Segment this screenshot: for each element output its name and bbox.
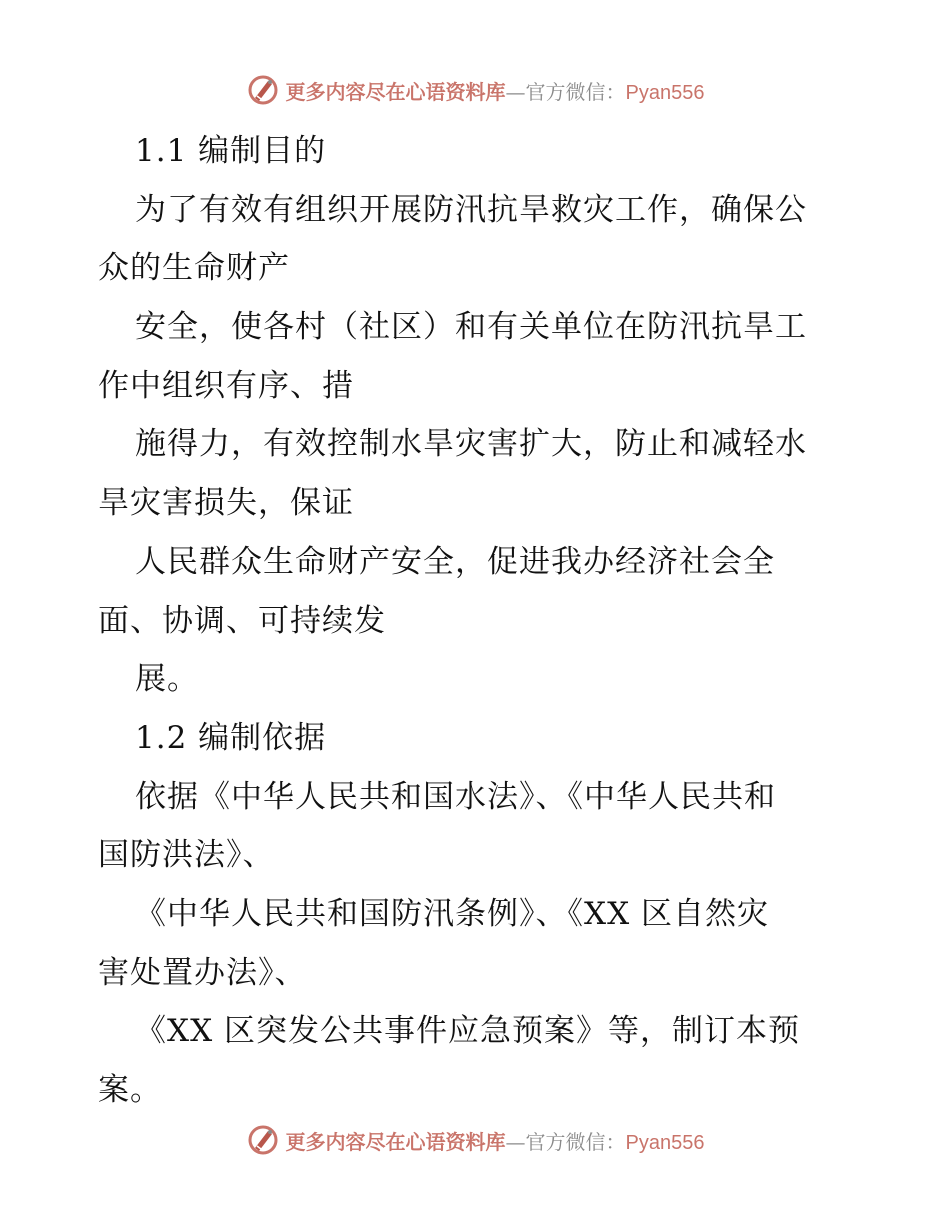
- header-watermark: [0, 70, 950, 110]
- watermark-label: 官方微信：: [525, 79, 626, 104]
- watermark-text: [286, 1126, 705, 1155]
- watermark-prefix: 更多内容尽在心语资料库: [285, 1129, 506, 1154]
- paragraph-line: 旱灾害损失，保证: [98, 485, 354, 522]
- paragraph-line: 案。: [98, 1072, 162, 1108]
- paragraph-line: 施得力，有效控制水旱灾害扩大，防止和减轻水: [135, 426, 807, 463]
- paragraph-line: 依据《中华人民共和国水法》、《中华人民共和: [135, 778, 776, 815]
- watermark-dash: —: [505, 1129, 526, 1154]
- paragraph-line: 害处置办法》、: [98, 954, 307, 991]
- paragraph-line: 安全，使各村（社区）和有关单位在防汛抗旱工: [135, 309, 807, 346]
- watermark-prefix: 更多内容尽在心语资料库: [285, 79, 506, 104]
- paragraph-line: 展。: [135, 661, 199, 698]
- watermark-id: Pyan556: [625, 1131, 705, 1154]
- paragraph-line: 众的生命财产: [98, 250, 290, 287]
- watermark-id: Pyan556: [625, 81, 705, 104]
- pen-nib-circle-icon: [246, 1123, 280, 1157]
- pen-nib-circle-icon: [246, 73, 280, 107]
- paragraph-line: 作中组织有序、措: [98, 367, 354, 404]
- watermark-dash: —: [505, 79, 526, 104]
- watermark-label: 官方微信：: [525, 1129, 626, 1154]
- paragraph-line: 为了有效有组织开展防汛抗旱救灾工作，确保公: [135, 191, 807, 228]
- watermark-text: [286, 76, 705, 105]
- paragraph-line: 面、协调、可持续发: [98, 602, 386, 639]
- paragraph-line: 人民群众生命财产安全，促进我办经济社会全: [135, 543, 775, 580]
- paragraph-line: 《XX 区突发公共事件应急预案》等，制订本预: [135, 1013, 800, 1050]
- document-body: [98, 122, 858, 1120]
- paragraph-line: 1.1 编制目的: [135, 133, 327, 169]
- paragraph-line: 国防洪法》、: [98, 837, 275, 874]
- footer-watermark: [0, 1120, 950, 1160]
- paragraph-line: 1.2 编制依据: [135, 719, 327, 756]
- paragraph-line: 《中华人民共和国防汛条例》、《XX 区自然灾: [135, 895, 769, 932]
